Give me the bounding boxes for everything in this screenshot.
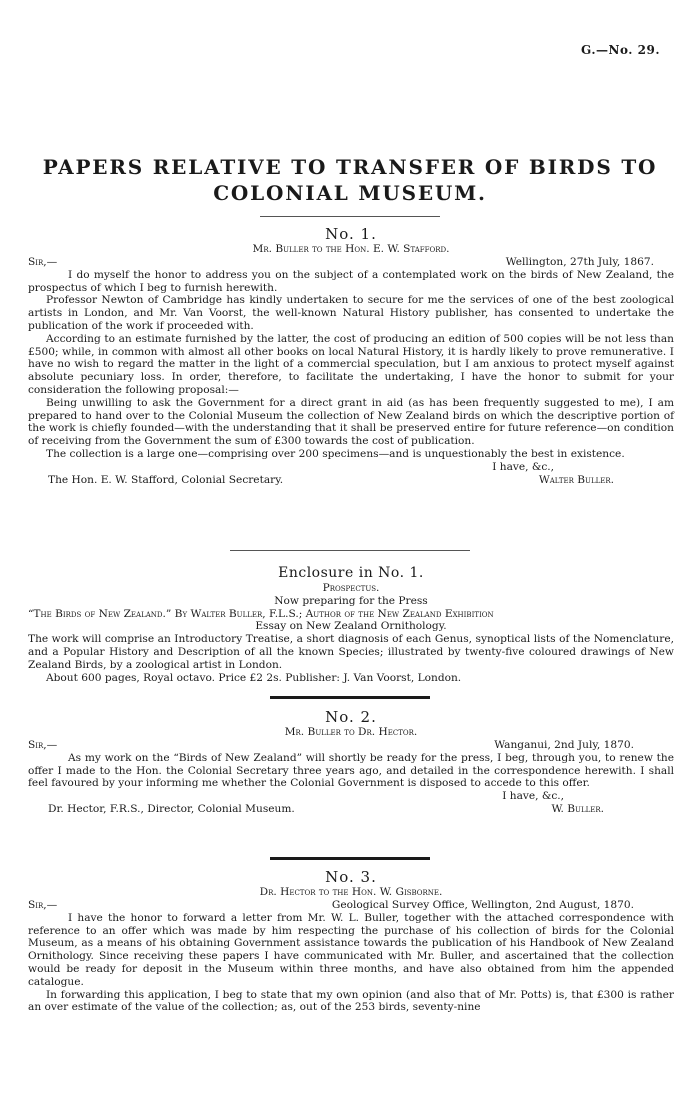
letter-2-heading: Mr. Buller to Dr. Hector. — [284, 726, 418, 738]
enclosure-body: The work will comprise an Introductory Treatise, a short diagnosis of each Genus, synoptical lists of the Nomenclature, and a Popular History and Description of all the known Species; illustrated by twenty-five coloured drawings of New Zealand Birds, by a zoological artist in London. — [28, 633, 674, 671]
letter-2-signature: W. Buller. — [551, 803, 604, 816]
letter-2-closing: I have, &c., — [502, 790, 564, 803]
letter-2-salutation-row — [28, 739, 674, 752]
divider-1 — [230, 550, 470, 551]
letter-2-addressee: Dr. Hector, F.R.S., Director, Colonial Museum. — [48, 803, 295, 816]
letter-1-signature: Walter Buller. — [538, 473, 614, 486]
letter-3-dateline: Geological Survey Office, Wellington, 2nd August, 1870. — [331, 898, 634, 911]
enclosure-line-1: Now preparing for the Press — [274, 594, 428, 607]
letter-1-paragraph-3: According to an estimate furnished by the latter, the cost of producing an edition of 500 copies will be not less than £500; while, in common with almost all other books on local Natural History, it is hardly likely to prove remunerative. I have no wish to regard the matter in the light of a commercial speculation, but I am anxious to protect myself against absolute pecuniary loss. In order, therefore, to facilitate the undertaking, I have the honor to submit for your consideration the following proposal:— — [28, 332, 674, 396]
letter-2-signoff-row — [28, 803, 674, 816]
letter-2-number: No. 2. — [325, 708, 377, 726]
letter-2-dateline: Wanganui, 2nd July, 1870. — [494, 738, 634, 751]
letter-3-salutation-row — [28, 899, 674, 912]
enclosure-line-3: Essay on New Zealand Ornithology. — [255, 620, 447, 633]
letter-3-heading: Dr. Hector to the Hon. W. Gisborne. — [259, 886, 443, 898]
title-divider — [260, 216, 440, 217]
letter-1-salutation: Sir,— — [28, 255, 58, 268]
letter-1-salutation-row — [28, 256, 674, 269]
letter-3-salutation: Sir,— — [28, 898, 58, 911]
page-reference: G.—No. 29. — [581, 43, 660, 57]
letter-3-number: No. 3. — [325, 868, 377, 886]
document-title-line-1: PAPERS RELATIVE TO TRANSFER OF BIRDS TO — [42, 155, 658, 179]
letter-2-closing-row — [28, 790, 674, 803]
letter-1-paragraph-4: Being unwilling to ask the Government for a direct grant in aid (as has been frequently suggested to me), I am prepared to hand over to the Colonial Museum the collection of New Zealand birds on which the descriptive portion of the work is chiefly founded—with the understanding that it shall be preserved entire for future reference—on condition of receiving from the Government the sum of £300 towards the cost of publication. — [28, 396, 674, 448]
letter-1-number: No. 1. — [325, 225, 377, 243]
letter-2-salutation: Sir,— — [28, 738, 58, 751]
enclosure — [28, 564, 674, 684]
letter-1-closing-row — [28, 461, 674, 474]
enclosure-line-2: “The Birds of New Zealand.” By Walter Buller, F.L.S.; Author of the New Zealand Exhibition — [28, 607, 494, 620]
divider-3 — [270, 857, 430, 860]
letter-1 — [28, 225, 674, 487]
letter-1-dateline: Wellington, 27th July, 1867. — [505, 255, 654, 268]
letter-1-paragraph-1: I do myself the honor to address you on the subject of a contemplated work on the birds of New Zealand, the prospectus of which I beg to furnish herewith. — [28, 268, 674, 294]
divider-2 — [270, 696, 430, 699]
letter-1-paragraph-5: The collection is a large one—comprising over 200 specimens—and is unquestionably the best in existence. — [46, 447, 625, 460]
letter-1-paragraph-2: Professor Newton of Cambridge has kindly undertaken to secure for me the services of one of the best zoological artists in London, and Mr. Van Voorst, the well-known Natural History publisher, has consented to undertake the publication of the work if proceeded with. — [28, 294, 674, 332]
letter-2-paragraph: As my work on the “Birds of New Zealand” will shortly be ready for the press, I beg, through you, to renew the offer I made to the Hon. the Colonial Secretary three years ago, and detailed in the correspondence herewith. I shall feel favoured by your informing me whether the Colonial Government is disposed to accede to this offer. — [28, 751, 674, 790]
enclosure-publication: About 600 pages, Royal octavo. Price £2 2s. Publisher: J. Van Voorst, London. — [46, 671, 462, 684]
letter-1-heading: Mr. Buller to the Hon. E. W. Stafford. — [252, 243, 450, 255]
letter-3 — [28, 868, 674, 1014]
letter-3-paragraph-2: In forwarding this application, I beg to state that my own opinion (and also that of Mr. Potts) is, that £300 is rather an over estimate of the value of the collection; as, out of the 253 birds, seventy-nine — [28, 988, 674, 1014]
document-title-line-2: COLONIAL MUSEUM. — [213, 181, 487, 205]
letter-3-paragraph-1: I have the honor to forward a letter from Mr. W. L. Buller, together with the attached correspondence with reference to an offer which was made by him respecting the purchase of his collection of birds for the Colonial Museum, as a means of his obtaining Government assistance towards the publication of his Handbook of New Zealand Ornithology. Since receiving these papers I have communicated with Mr. Buller, and ascertained that the collection would be ready for deposit in the Museum within three months, and have also obtained from him the appended catalogue. — [28, 911, 674, 988]
letter-1-closing: I have, &c., — [492, 460, 554, 473]
letter-2 — [28, 708, 674, 816]
letter-1-addressee: The Hon. E. W. Stafford, Colonial Secretary. — [48, 473, 284, 486]
letter-1-signoff-row — [28, 474, 674, 487]
enclosure-heading: Enclosure in No. 1. — [278, 565, 424, 581]
enclosure-subheading: Prospectus. — [322, 582, 380, 594]
